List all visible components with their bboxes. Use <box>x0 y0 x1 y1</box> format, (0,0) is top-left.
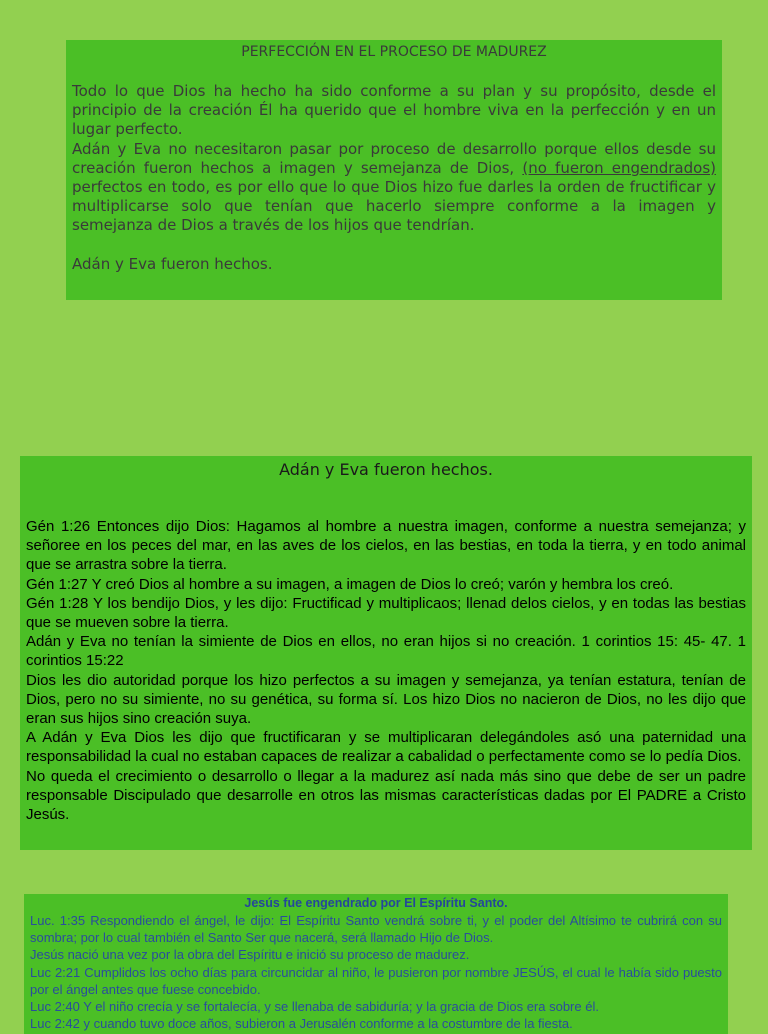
genesis-1-27: Gén 1:27 Y creó Dios al hombre a su imagen, a imagen de Dios lo creó; varón y hembra los creó. <box>26 575 674 593</box>
intro-title: PERFECCIÓN EN EL PROCESO DE MADUREZ <box>241 44 547 60</box>
jesus-title: Jesús fue engendrado por El Espíritu Santo. <box>244 896 508 910</box>
luke-1-35: Luc. 1:35 Respondiendo el ángel, le dijo: El Espíritu Santo vendrá sobre ti, y el poder del Altísimo te cubrirá con su sombra; por lo cual también el Santo Ser que nacerá, será llamado Hijo de Dios. <box>30 913 722 946</box>
jesus-birth-line: Jesús nació una vez por la obra del Espíritu e inició su proceso de madurez. <box>30 947 470 963</box>
intro-box <box>66 40 722 300</box>
maturity-paragraph: No queda el crecimiento o desarrollo o llegar a la madurez así nada más sino que debe de ser un padre responsable Discipulado que desarrolle en otros las mismas características dadas por El PADRE a Cristo Jesús. <box>26 767 746 824</box>
intro-paragraph-1: Todo lo que Dios ha hecho ha sido conforme a su plan y su propósito, desde el principio de la creación Él ha querido que el hombre viva en la perfección y en un lugar perfecto. <box>72 82 716 139</box>
underlined-phrase: (no fueron engendrados) <box>522 158 716 177</box>
luke-2-40: Luc 2:40 Y el niño crecía y se fortalecía, y se llenaba de sabiduría; y la gracia de Dios era sobre él. <box>30 999 599 1015</box>
jesus-box <box>24 894 728 1034</box>
genesis-1-28: Gén 1:28 Y los bendijo Dios, y les dijo: Fructificad y multiplicaos; llenad delos cielos, y en todas las bestias que se mueven sobre la tierra. <box>26 594 746 632</box>
luke-2-21: Luc 2:21 Cumplidos los ocho días para circuncidar al niño, le pusieron por nombre JESÚS, el cual le había sido puesto por el ángel antes que fuese concebido. <box>30 964 722 997</box>
intro-paragraph-3: Adán y Eva fueron hechos. <box>72 254 273 273</box>
fructify-paragraph: A Adán y Eva Dios les dijo que fructificaran y se multiplicaran delegándoles asó una paternidad una responsabilidad la cual no estaban capaces de realizar a cabalidad o perfectamente como se lo pedía Dios. <box>26 729 746 766</box>
adan-eva-box <box>20 456 752 850</box>
genesis-1-26: Gén 1:26 Entonces dijo Dios: Hagamos al hombre a nuestra imagen, conforme a nuestra semejanza; y señoree en los peces del mar, en las aves de los cielos, en las bestias, en toda la tierra, y en todo animal que se arrastra sobre la tierra. <box>26 518 746 574</box>
intro-paragraph-2-text-b: perfectos en todo, es por ello que lo que Dios hizo fue darles la orden de fructificar y multiplicarse solo que tenían que hacerlo siempre conforme a la imagen y semejanza de Dios a través de los hijos que tendrían. <box>72 178 716 235</box>
luke-2-42: Luc 2:42 y cuando tuvo doce años, subieron a Jerusalén conforme a la costumbre de la fiesta. <box>30 1016 573 1032</box>
creation-paragraph: Adán y Eva no tenían la simiente de Dios en ellos, no eran hijos si no creación. 1 corintios 15: 45- 47. 1 corintios 15:22 <box>26 633 746 670</box>
spacer <box>72 236 716 255</box>
adan-eva-title: Adán y Eva fueron hechos. <box>279 460 493 479</box>
intro-paragraph-2 <box>72 140 716 236</box>
authority-paragraph: Dios les dio autoridad porque los hizo perfectos a su imagen y semejanza, ya tenían estatura, tenían de Dios, pero no su simiente, no su genética, su forma sí. Los hizo Dios no nacieron de Dios, no les dijo que eran sus hijos sino creación suya. <box>26 671 746 728</box>
intro-paragraph-2-text-a: Adán y Eva no necesitaron pasar por proceso de desarrollo porque ellos desde su creación fueron hechos a imagen y semejanza de Dios, <box>72 139 716 177</box>
